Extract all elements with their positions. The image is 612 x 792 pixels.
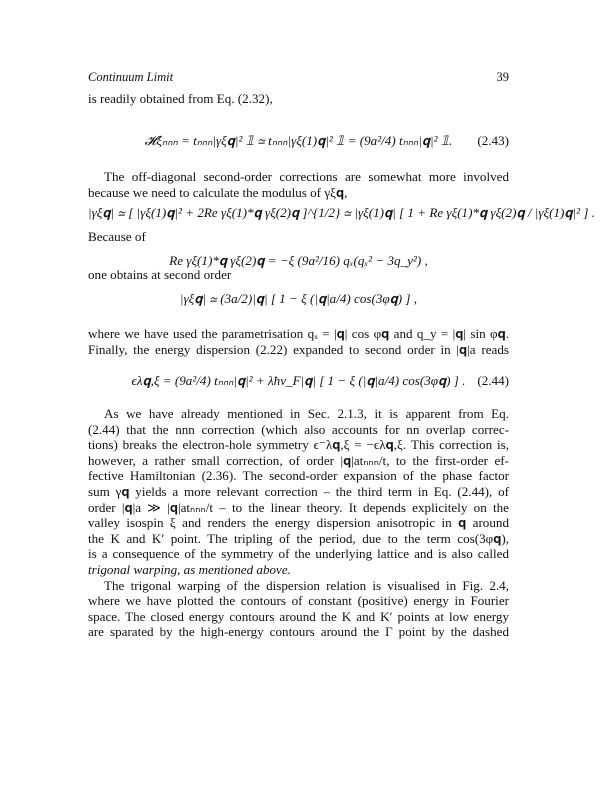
text-line: are sparated by the high-energy contours around the Γ point by the dashed [88, 624, 509, 640]
text-line: Because of [88, 229, 146, 244]
paragraph-nnn-correction [88, 406, 509, 640]
paragraph-second-order [88, 267, 509, 283]
text-line: The off-diagonal second-order corrections are somewhat more involved [104, 169, 509, 184]
text-line: sum γ𝐪 yields a more relevant correction – the third term in Eq. (2.44), of [88, 483, 509, 499]
text-line: Finally, the energy dispersion (2.22) expanded to second order in |𝐪|a reads [88, 341, 509, 357]
text-line: is a consequence of the symmetry of the underlying lattice and is also called [88, 546, 509, 562]
text-line: order |𝐪|a ≫ |𝐪|atₙₙₙ/t – to the linear theory. It depends explicitely on the [88, 499, 509, 515]
equation-body: |γξ𝐪| ≃ [ |γξ(1)𝐪|² + 2Re γξ(1)*𝐪 γξ(2)𝐪 ]^{1/2} ≃ |γξ(1)𝐪| [ 1 + Re γξ(1)*𝐪 γξ(2)𝐪 / |γξ(1)𝐪|² ] . [88, 205, 595, 220]
paragraph-intro [88, 91, 509, 107]
text-line: valley isospin ξ and renders the energy dispersion anisotropic in 𝐪 around [88, 515, 509, 531]
equation-body: |γξ𝐪| ≃ (3a/2)|𝐪| [ 1 − ξ (|𝐪|a/4) cos(3φ𝐪) ] , [179, 291, 418, 306]
paragraph-because [88, 229, 509, 245]
paragraph-off-diagonal [88, 169, 509, 200]
text-line: fective Hamiltonian (2.36). The second-order expansion of the phase factor [88, 468, 509, 484]
equation-body: 𝓗ξₙₙₙ = tₙₙₙ|γξ𝐪|² 𝟙 ≃ tₙₙₙ|γξ(1)𝐪|² 𝟙 = (9a²/4) tₙₙₙ|𝐪|² 𝟙. [144, 133, 453, 148]
text-line: where we have used the parametrisation qₓ = |𝐪| cos φ𝐪 and q_y = |𝐪| sin φ𝐪. [88, 326, 509, 341]
text-line: because we need to calculate the modulus of γξ𝐪, [88, 184, 348, 200]
text-line: (2.44) that the nnn correction (which also accounts for nn overlap correc- [88, 421, 509, 437]
equation-body: ϵλ𝐪,ξ = (9a²/4) tₙₙₙ|𝐪|² + λħv_F|𝐪| [ 1 − ξ (|𝐪|a/4) cos(3φ𝐪) ] . [131, 373, 466, 388]
running-header-title: Continuum Limit [88, 70, 174, 84]
text-line: space. The closed energy contours around the K and K′ points at low energy [88, 608, 509, 624]
paragraph-parametrisation [88, 326, 509, 357]
equation-body: Re γξ(1)*𝐪 γξ(2)𝐪 = −ξ (9a²/16) qₓ(qₓ² − 3q_y²) , [169, 253, 428, 268]
page-number: 39 [496, 70, 509, 84]
text-line: The trigonal warping of the dispersion relation is visualised in Fig. 2.4, [104, 577, 509, 593]
text-line: however, a rather small correction, of order |𝐪|atₙₙₙ/t, to the first-order ef- [88, 452, 509, 468]
equation-number: (2.44) [477, 373, 509, 388]
text-line: where we have plotted the contours of constant (positive) energy in Fourier [88, 593, 509, 609]
text-line: is readily obtained from Eq. (2.32), [88, 91, 273, 106]
text-line: As we have already mentioned in Sec. 2.1.3, it is apparent from Eq. [104, 406, 509, 421]
text-line: trigonal warping, as mentioned above. [88, 561, 291, 577]
text-line: tions) breaks the electron-hole symmetry ϵ⁻λ𝐪,ξ = −ϵλ𝐪,ξ. This correction is, [88, 437, 509, 453]
text-line: the K and K′ point. The tripling of the period, due to the term cos(3φ𝐪), [88, 530, 509, 546]
text-line: one obtains at second order [88, 267, 232, 282]
equation-number: (2.43) [477, 133, 509, 148]
